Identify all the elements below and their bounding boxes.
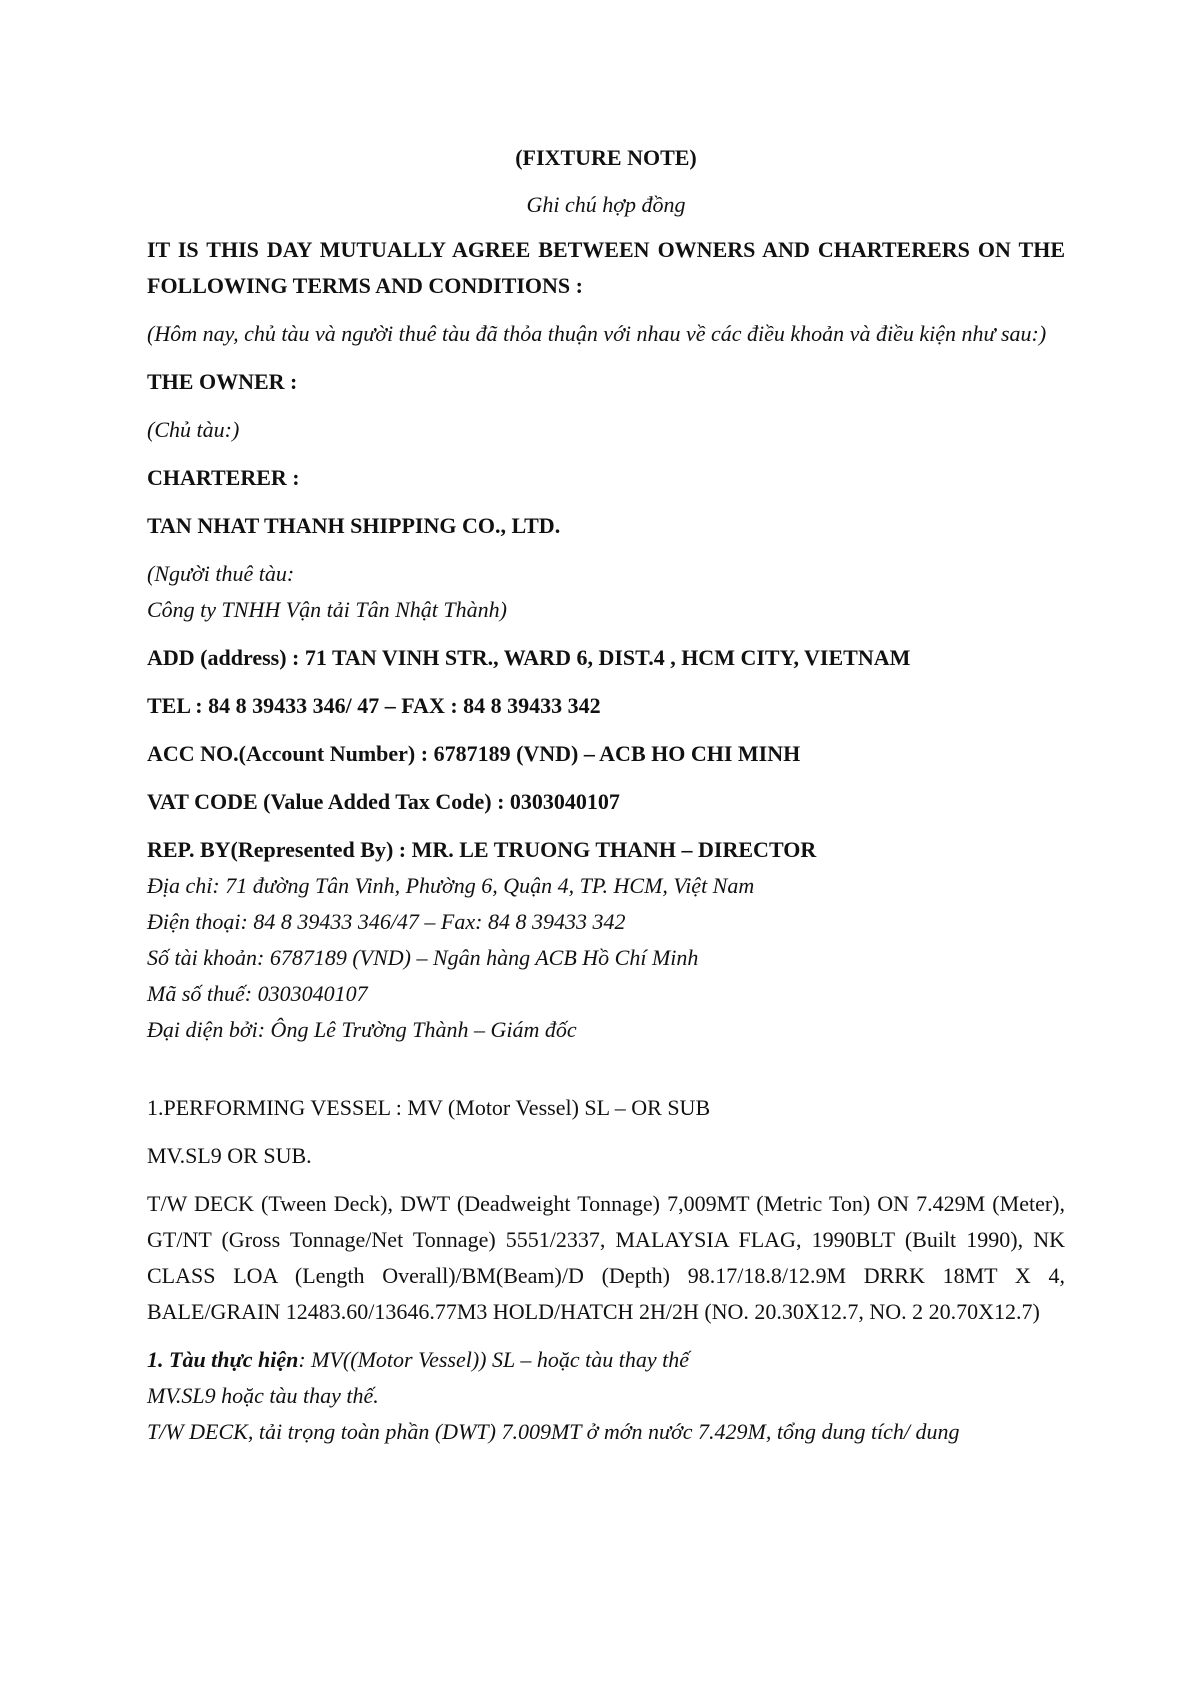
vn-detail-phone: Điện thoại: 84 8 39433 346/47 – Fax: 84 8 39433 342 [147,909,626,934]
vn-detail-representative: Đại diện bởi: Ông Lê Trường Thành – Giám đốc [147,1017,577,1042]
charterer-vn-line-2: Công ty TNHH Vận tải Tân Nhật Thành) [147,597,507,622]
charterer-account: ACC NO.(Account Number) : 6787189 (VND) – ACB HO CHI MINH [147,741,801,766]
charterer-name: TAN NHAT THANH SHIPPING CO., LTD. [147,513,561,538]
section-spacer [147,1048,1065,1090]
charterer-address: ADD (address) : 71 TAN VINH STR., WARD 6, DIST.4 , HCM CITY, VIETNAM [147,645,911,670]
fixture-note-page [147,140,1065,1450]
vessel-description: T/W DECK (Tween Deck), DWT (Deadweight Tonnage) 7,009MT (Metric Ton) ON 7.429M (Meter), GT/NT (Gross Tonnage/Net Tonnage) 5551/2337, MALAYSIA FLAG, 1990BLT (Built 1990), NK CLASS LOA (Length Overall)/BM(Beam)/D (Depth) 98.17/18.8/12.9M DRRK 18MT X 4, BALE/GRAIN 12483.60/13646.77M3 HOLD/HATCH 2H/2H (NO. 20.30X12.7, NO. 2 20.70X12.7) [147,1191,1065,1324]
vessel-vn-heading: 1. Tàu thực hiện [147,1347,299,1372]
vessel-vn-sub: MV.SL9 hoặc tàu thay thế. [147,1383,379,1408]
vessel-vn-description: T/W DECK, tải trọng toàn phần (DWT) 7.009MT ở mớn nước 7.429M, tổng dung tích/ dung [147,1419,960,1444]
document-subtitle: Ghi chú hợp đồng [526,192,686,217]
intro-vietnamese: (Hôm nay, chủ tàu và người thuê tàu đã thỏa thuận với nhau về các điều khoản và điều kiện như sau:) [147,321,1047,346]
vessel-vn-heading-line [147,1342,1065,1378]
charterer-representative: REP. BY(Represented By) : MR. LE TRUONG THANH – DIRECTOR [147,837,817,862]
vn-detail-account: Số tài khoản: 6787189 (VND) – Ngân hàng ACB Hồ Chí Minh [147,945,699,970]
charterer-vat-code: VAT CODE (Value Added Tax Code) : 0303040107 [147,789,620,814]
vn-detail-tax-code: Mã số thuế: 0303040107 [147,981,368,1006]
vessel-vn-heading-rest: : MV((Motor Vessel)) SL – hoặc tàu thay thế [298,1347,689,1372]
document-title: (FIXTURE NOTE) [515,145,697,170]
owner-label: THE OWNER : [147,369,298,394]
charterer-label: CHARTERER : [147,465,300,490]
owner-label-vietnamese: (Chủ tàu:) [147,417,240,442]
vessel-heading: 1.PERFORMING VESSEL : MV (Motor Vessel) SL – OR SUB [147,1095,711,1120]
vessel-sub: MV.SL9 OR SUB. [147,1143,312,1168]
intro-english: IT IS THIS DAY MUTUALLY AGREE BETWEEN OWNERS AND CHARTERERS ON THE FOLLOWING TERMS AND CONDITIONS : [147,237,1065,298]
vn-detail-address: Địa chỉ: 71 đường Tân Vinh, Phường 6, Quận 4, TP. HCM, Việt Nam [147,873,755,898]
charterer-details-vietnamese [147,868,1065,1048]
charterer-vn-line-1: (Người thuê tàu: [147,561,295,586]
charterer-phone-fax: TEL : 84 8 39433 346/ 47 – FAX : 84 8 39433 342 [147,693,601,718]
